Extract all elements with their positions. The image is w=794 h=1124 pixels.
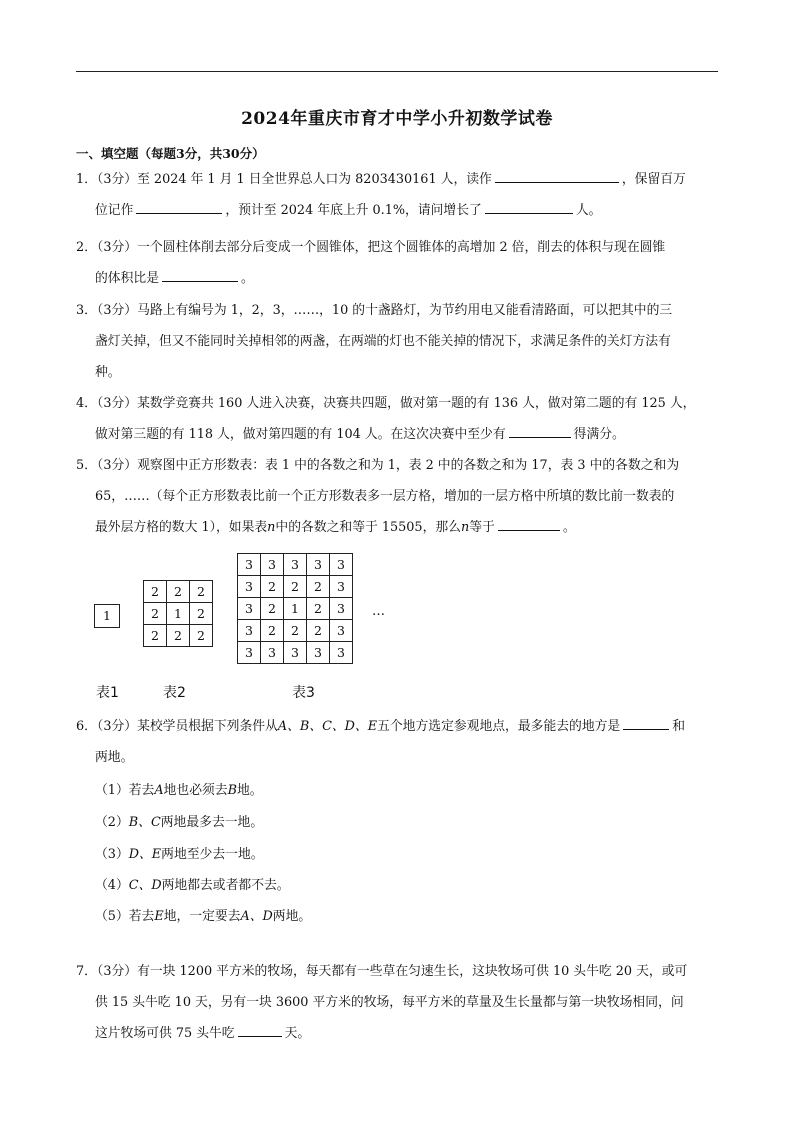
table-cell: 2: [307, 598, 330, 620]
answer-blank[interactable]: [509, 422, 571, 438]
table-cell: 3: [238, 620, 261, 642]
table-cell: 3: [307, 642, 330, 664]
question-1: 1．（3分）至 2024 年 1 月 1 日全世界总人口为 8203430161 人，读作 ，保留百万 位记作 ，预计至 2024 年底上升 0.1%，请问增长了 人。: [76, 164, 726, 226]
table-cell: 3: [330, 620, 353, 642]
table-cell: 2: [167, 625, 190, 647]
table-cell: 2: [284, 620, 307, 642]
table-cell: 1: [284, 598, 307, 620]
table-row: [238, 598, 353, 620]
question-2: 2．（3分）一个圆柱体削去部分后变成一个圆锥体，把这个圆锥体的高增加 2 倍，削去的体积与现在圆锥 的体积比是 。: [76, 240, 666, 286]
question-4: 4．（3分）某数学竞赛共 160 人进入决赛，决赛共四题，做对第一题的有 136 人，做对第二题的有 125 人， 做对第三题的有 118 人，做对第四题的有 104 人。在这次决赛中至少有 得满分。: [76, 396, 696, 442]
table-cell: 2: [144, 581, 167, 603]
table-cell: 2: [190, 603, 213, 625]
table-cell: 3: [238, 598, 261, 620]
table-row: [238, 620, 353, 642]
square-table-2: [143, 580, 213, 647]
table-cell: 3: [238, 576, 261, 598]
table-cell: 3: [261, 554, 284, 576]
table-cell: 2: [261, 620, 284, 642]
table-row: [238, 576, 353, 598]
table-row: [238, 642, 353, 664]
question-7: 7．（3分）有一块 1200 平方米的牧场，每天都有一些草在匀速生长，这块牧场可供 10 头牛吃 20 天，或可 供 15 头牛吃 10 天，另有一块 3600 平方米的牧场，每平方米的草量及生长量都与第一块牧场相同，问 这片牧场可供 75 头牛吃 天。: [76, 964, 688, 1041]
caption-table-1: 表1: [96, 685, 119, 701]
table-cell: 2: [261, 598, 284, 620]
table-cell: 3: [330, 576, 353, 598]
answer-blank[interactable]: [498, 515, 560, 531]
table-cell: 3: [284, 642, 307, 664]
table-row: [144, 581, 213, 603]
table-row: [238, 554, 353, 576]
answer-blank[interactable]: [485, 198, 573, 214]
caption-table-3: 表3: [292, 685, 315, 701]
square-table-1: 1: [94, 604, 120, 628]
table-cell: 2: [284, 576, 307, 598]
question-6: 6．（3分）某校学员根据下列条件从A、B、C、D、E五个地方选定参观地点，最多能去的地方是 和 两地。: [76, 711, 726, 773]
table-row: [144, 603, 213, 625]
square-table-3: [237, 553, 353, 664]
table-row: [144, 625, 213, 647]
section-heading: 一、填空题（每题3分，共30分）: [76, 146, 265, 161]
table-cell: 3: [330, 598, 353, 620]
table-cell: 2: [307, 576, 330, 598]
table-cell: 2: [167, 581, 190, 603]
table-cell: 2: [190, 625, 213, 647]
exam-title: 2024年重庆市育才中学小升初数学试卷: [241, 109, 553, 129]
table-cell: 2: [144, 625, 167, 647]
table-cell: 3: [330, 642, 353, 664]
table-cell: 2: [190, 581, 213, 603]
answer-blank[interactable]: [162, 266, 238, 282]
table-cell: 3: [238, 554, 261, 576]
table-cell: 3: [261, 642, 284, 664]
table-cell: 1: [167, 603, 190, 625]
condition-2: （2）B、C两地最多去一地。: [95, 815, 264, 830]
condition-1: （1）若去A地也必须去B地。: [95, 783, 263, 798]
condition-3: （3）D、E两地至少去一地。: [95, 847, 264, 862]
table-cell: 3: [330, 554, 353, 576]
answer-blank[interactable]: [238, 1021, 282, 1037]
answer-blank[interactable]: [136, 198, 222, 214]
caption-table-2: 表2: [163, 685, 186, 701]
answer-blank[interactable]: [495, 167, 619, 183]
table-cell: 2: [144, 603, 167, 625]
question-5: 5．（3分）观察图中正方形数表：表 1 中的各数之和为 1，表 2 中的各数之和为 17，表 3 中的各数之和为 65，……（每个正方形数表比前一个正方形数表多一层方格，增加的一层方格中所填的数比前一数表的 最外层方格的数大 1），如果表n中的各数之和等于 15505，那么n等于 。: [76, 458, 680, 535]
table-cell: 3: [307, 554, 330, 576]
table-cell: 2: [307, 620, 330, 642]
table-cell: 3: [284, 554, 307, 576]
table-cell: 3: [238, 642, 261, 664]
table-cell: 2: [261, 576, 284, 598]
condition-5: （5）若去E地，一定要去A、D两地。: [95, 909, 312, 924]
answer-blank[interactable]: [623, 714, 669, 730]
figure-ellipsis: …: [372, 604, 385, 619]
condition-4: （4）C、D两地都去或者都不去。: [95, 878, 290, 893]
header-rule: [76, 71, 718, 72]
question-3: 3．（3分）马路上有编号为 1，2，3，……，10 的十盏路灯，为节约用电又能看清路面，可以把其中的三 盏灯关掉，但又不能同时关掉相邻的两盏，在两端的灯也不能关掉的情况下，求满足条件的关灯方法有 种。: [76, 303, 673, 380]
